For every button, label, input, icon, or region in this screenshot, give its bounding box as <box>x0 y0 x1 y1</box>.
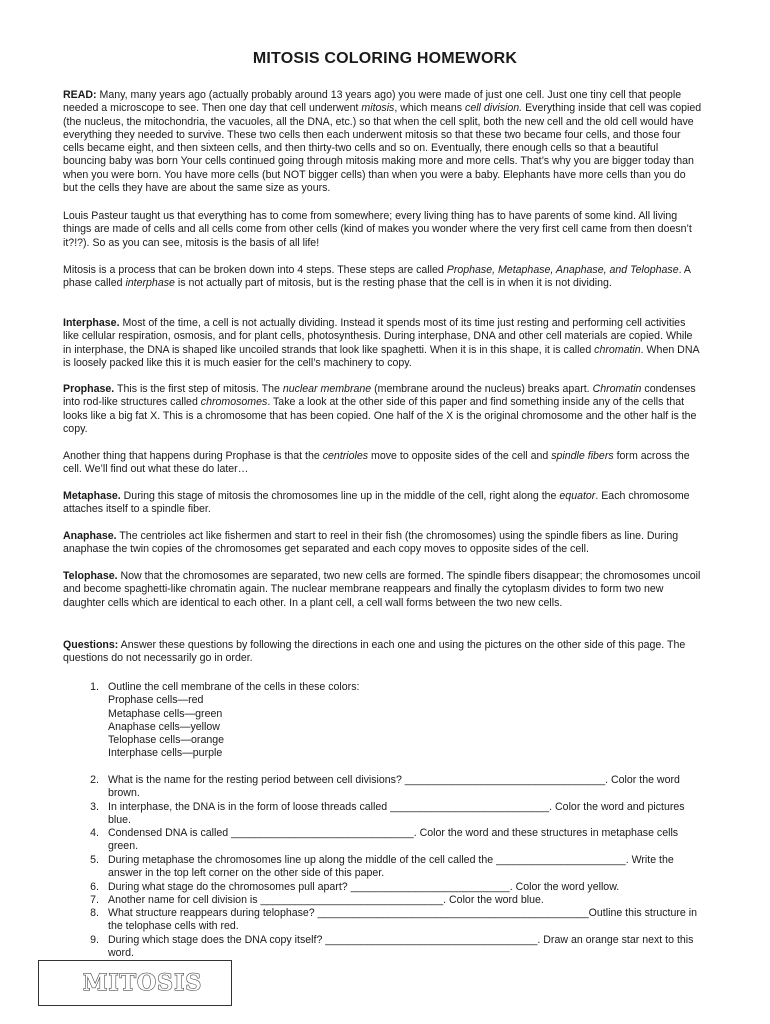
prophase-label: Prophase. <box>63 383 115 395</box>
metaphase-text-2: . Each chromosome attaches itself to a spindle fiber. <box>63 490 690 516</box>
color-item-metaphase: Metaphase cells—green <box>108 707 223 720</box>
another-term-centrioles: centrioles <box>322 450 369 462</box>
steps-text-1: Mitosis is a process that can be broken down into 4 steps. These steps are called <box>63 264 447 276</box>
metaphase-paragraph <box>63 490 703 517</box>
mitosis-outline-word: MITOSIS <box>83 970 203 996</box>
steps-paragraph <box>63 264 703 291</box>
another-term-spindle-fibers: spindle fibers <box>551 450 614 462</box>
question-9-text: During which stage does the DNA copy itself? ____________________________________. Draw an orange star next to this word. <box>108 934 694 960</box>
steps-text-2: . A phase called <box>63 264 691 290</box>
color-item-telophase: Telophase cells—orange <box>108 734 225 747</box>
prophase-text-2: (membrane around the nucleus) breaks apart. <box>371 383 593 395</box>
telophase-paragraph <box>63 570 703 610</box>
metaphase-text-1: During this stage of mitosis the chromosomes line up in the middle of the cell, right along the <box>120 490 560 502</box>
read-term-cell-division: cell division. <box>465 102 523 115</box>
questions-label: Questions: <box>63 639 119 651</box>
interphase-label: Interphase. <box>63 317 120 329</box>
question-number: 4. <box>90 827 99 839</box>
questions-intro <box>63 639 703 666</box>
steps-term-interphase: interphase <box>125 277 175 290</box>
interphase-text-2: . When DNA is loosely packed like this it is much easier for the cell’s machinery to copy. <box>63 343 699 369</box>
color-item-interphase: Interphase cells—purple <box>108 747 223 760</box>
question-number: 2. <box>90 774 99 786</box>
question-number: 9. <box>90 934 99 946</box>
page-title: MITOSIS COLORING HOMEWORK <box>252 50 518 67</box>
telophase-text-1: Now that the chromosomes are separated, two new cells are formed. The spindle fibers disappear; the chromosomes uncoil and become spaghetti-like chromatin again. The nuclear membrane reappears and finally the cytoplasm divides to form two new daughter cells which are identical to each other. In a plant cell, a cell wall forms between the two new cells. <box>63 570 701 609</box>
interphase-text-1: Most of the time, a cell is not actually dividing. Instead it spends most of its time just resting and performing cell activities like cellular respiration, osmosis, and for plant cells, photosynthesis. During interphase, DNA and other cell materials are copied. While in interphase, the DNA is shaped like uncoiled strands that look like spaghetti. When it is in this shape, it is called <box>63 317 693 356</box>
read-text-2: , which means <box>394 102 466 115</box>
anaphase-label: Anaphase. <box>63 530 117 542</box>
another-text-3: form across the cell. We’ll find out what these do later… <box>63 450 690 476</box>
metaphase-label: Metaphase. <box>63 490 121 502</box>
color-item-prophase: Prophase cells—red <box>108 694 204 707</box>
steps-phases: Prophase, Metaphase, Anaphase, and Telophase <box>446 264 679 276</box>
question-number: 3. <box>90 801 99 813</box>
read-term-mitosis: mitosis <box>361 102 395 115</box>
metaphase-term-equator: equator <box>559 490 596 502</box>
interphase-term-chromatin: chromatin <box>594 343 641 356</box>
question-number: 8. <box>90 907 99 919</box>
prophase-text-3: condenses into rod-like structures called <box>63 383 696 409</box>
read-text-3: Everything inside that cell was copied (the nucleus, the mitochondria, the vacuoles, all the DNA, etc.) so that when the cell split, both the new cell and the old cell would have everything they needed to survive. These two cells then each underwent mitosis so that these two became four cells, and those four cells became eight, and then sixteen cells, and then thirty-two cells and so on. Eventually, there enough cells so that a beautiful bouncing baby was born Your cells continued going through mitosis making more and more cells. That’s why you are bigger today than when you were born. You have more cells (but NOT bigger cells) than when you were a baby. Elephants have more cells than you do but the cells they have are about the same size as yours. <box>63 102 702 195</box>
another-paragraph <box>63 450 703 477</box>
question-6-text: During what stage do the chromosomes pull apart? ___________________________. Color the word yellow. <box>108 881 620 893</box>
question-1-intro: Outline the cell membrane of the cells in these colors: <box>108 681 360 693</box>
steps-text-3: is not actually part of mitosis, but is the resting phase that the cell is in when it is not dividing. <box>174 277 612 290</box>
question-3-text: In interphase, the DNA is in the form of loose threads called ___________________________. Color the word and pictures blue. <box>108 801 685 827</box>
question-number: 1. <box>90 681 99 693</box>
anaphase-paragraph <box>63 530 703 557</box>
prophase-term-chromatin: Chromatin <box>592 383 642 395</box>
another-text-1: Another thing that happens during Prophase is that the <box>63 450 323 462</box>
question-number: 7. <box>90 894 99 906</box>
question-5-text: During metaphase the chromosomes line up along the middle of the cell called the ______________________. Write the answer in the top left corner on the other side of this paper. <box>108 854 674 880</box>
question-number: 6. <box>90 881 99 893</box>
prophase-term-nuclear-membrane: nuclear membrane <box>282 383 372 395</box>
questions-text: Answer these questions by following the directions in each one and using the pictures on the other side of this page. The questions do not necessarily go in order. <box>63 639 686 665</box>
question-7-text: Another name for cell division is _______________________________. Color the word blue. <box>108 894 544 906</box>
question-8-text: What structure reappears during telophase? ______________________________________________Outline this structure in the telophase cells with red. <box>108 907 697 933</box>
prophase-text-4: . Take a look at the other side of this paper and find something inside any of the cells that looks like a big fat X. This is a chromosome that has been copied. One half of the X is the original chromosome and the other half is the copy. <box>63 396 697 435</box>
mitosis-label-box <box>38 960 232 1006</box>
question-number: 5. <box>90 854 99 866</box>
anaphase-text-1: The centrioles act like fishermen and start to reel in their fish (the chromosomes) using the spindle fibers as line. During anaphase the twin copies of the chromosomes get separated and each copy moves to opposite sides of the cell. <box>63 530 679 556</box>
read-paragraph <box>63 89 703 195</box>
another-text-2: move to opposite sides of the cell and <box>368 450 552 462</box>
question-2-text: What is the name for the resting period between cell divisions? __________________________________. Color the word brown. <box>108 774 680 800</box>
read-label: READ: <box>63 89 97 101</box>
prophase-text-1: This is the first step of mitosis. The <box>114 383 283 395</box>
color-item-anaphase: Anaphase cells—yellow <box>108 720 220 733</box>
read-text-1: Many, many years ago (actually probably around 13 years ago) you were made of just one cell. Just one tiny cell that people needed a microscope to see. Then one day that cell underwent <box>63 89 682 115</box>
pasteur-paragraph: Louis Pasteur taught us that everything has to come from somewhere; every living thing has to have parents of some kind. All living things are made of cells and all cells come from other cells (kind of makes you wonder where the very first cell came from then doesn’t it?!?). So as you can see, mitosis is the basis of all life! <box>63 210 692 249</box>
prophase-paragraph <box>63 383 703 436</box>
prophase-term-chromosomes: chromosomes <box>200 396 268 409</box>
question-4-text: Condensed DNA is called _______________________________. Color the word and these structures in metaphase cells green. <box>108 827 679 853</box>
interphase-paragraph <box>63 317 703 370</box>
telophase-label: Telophase. <box>63 570 118 582</box>
